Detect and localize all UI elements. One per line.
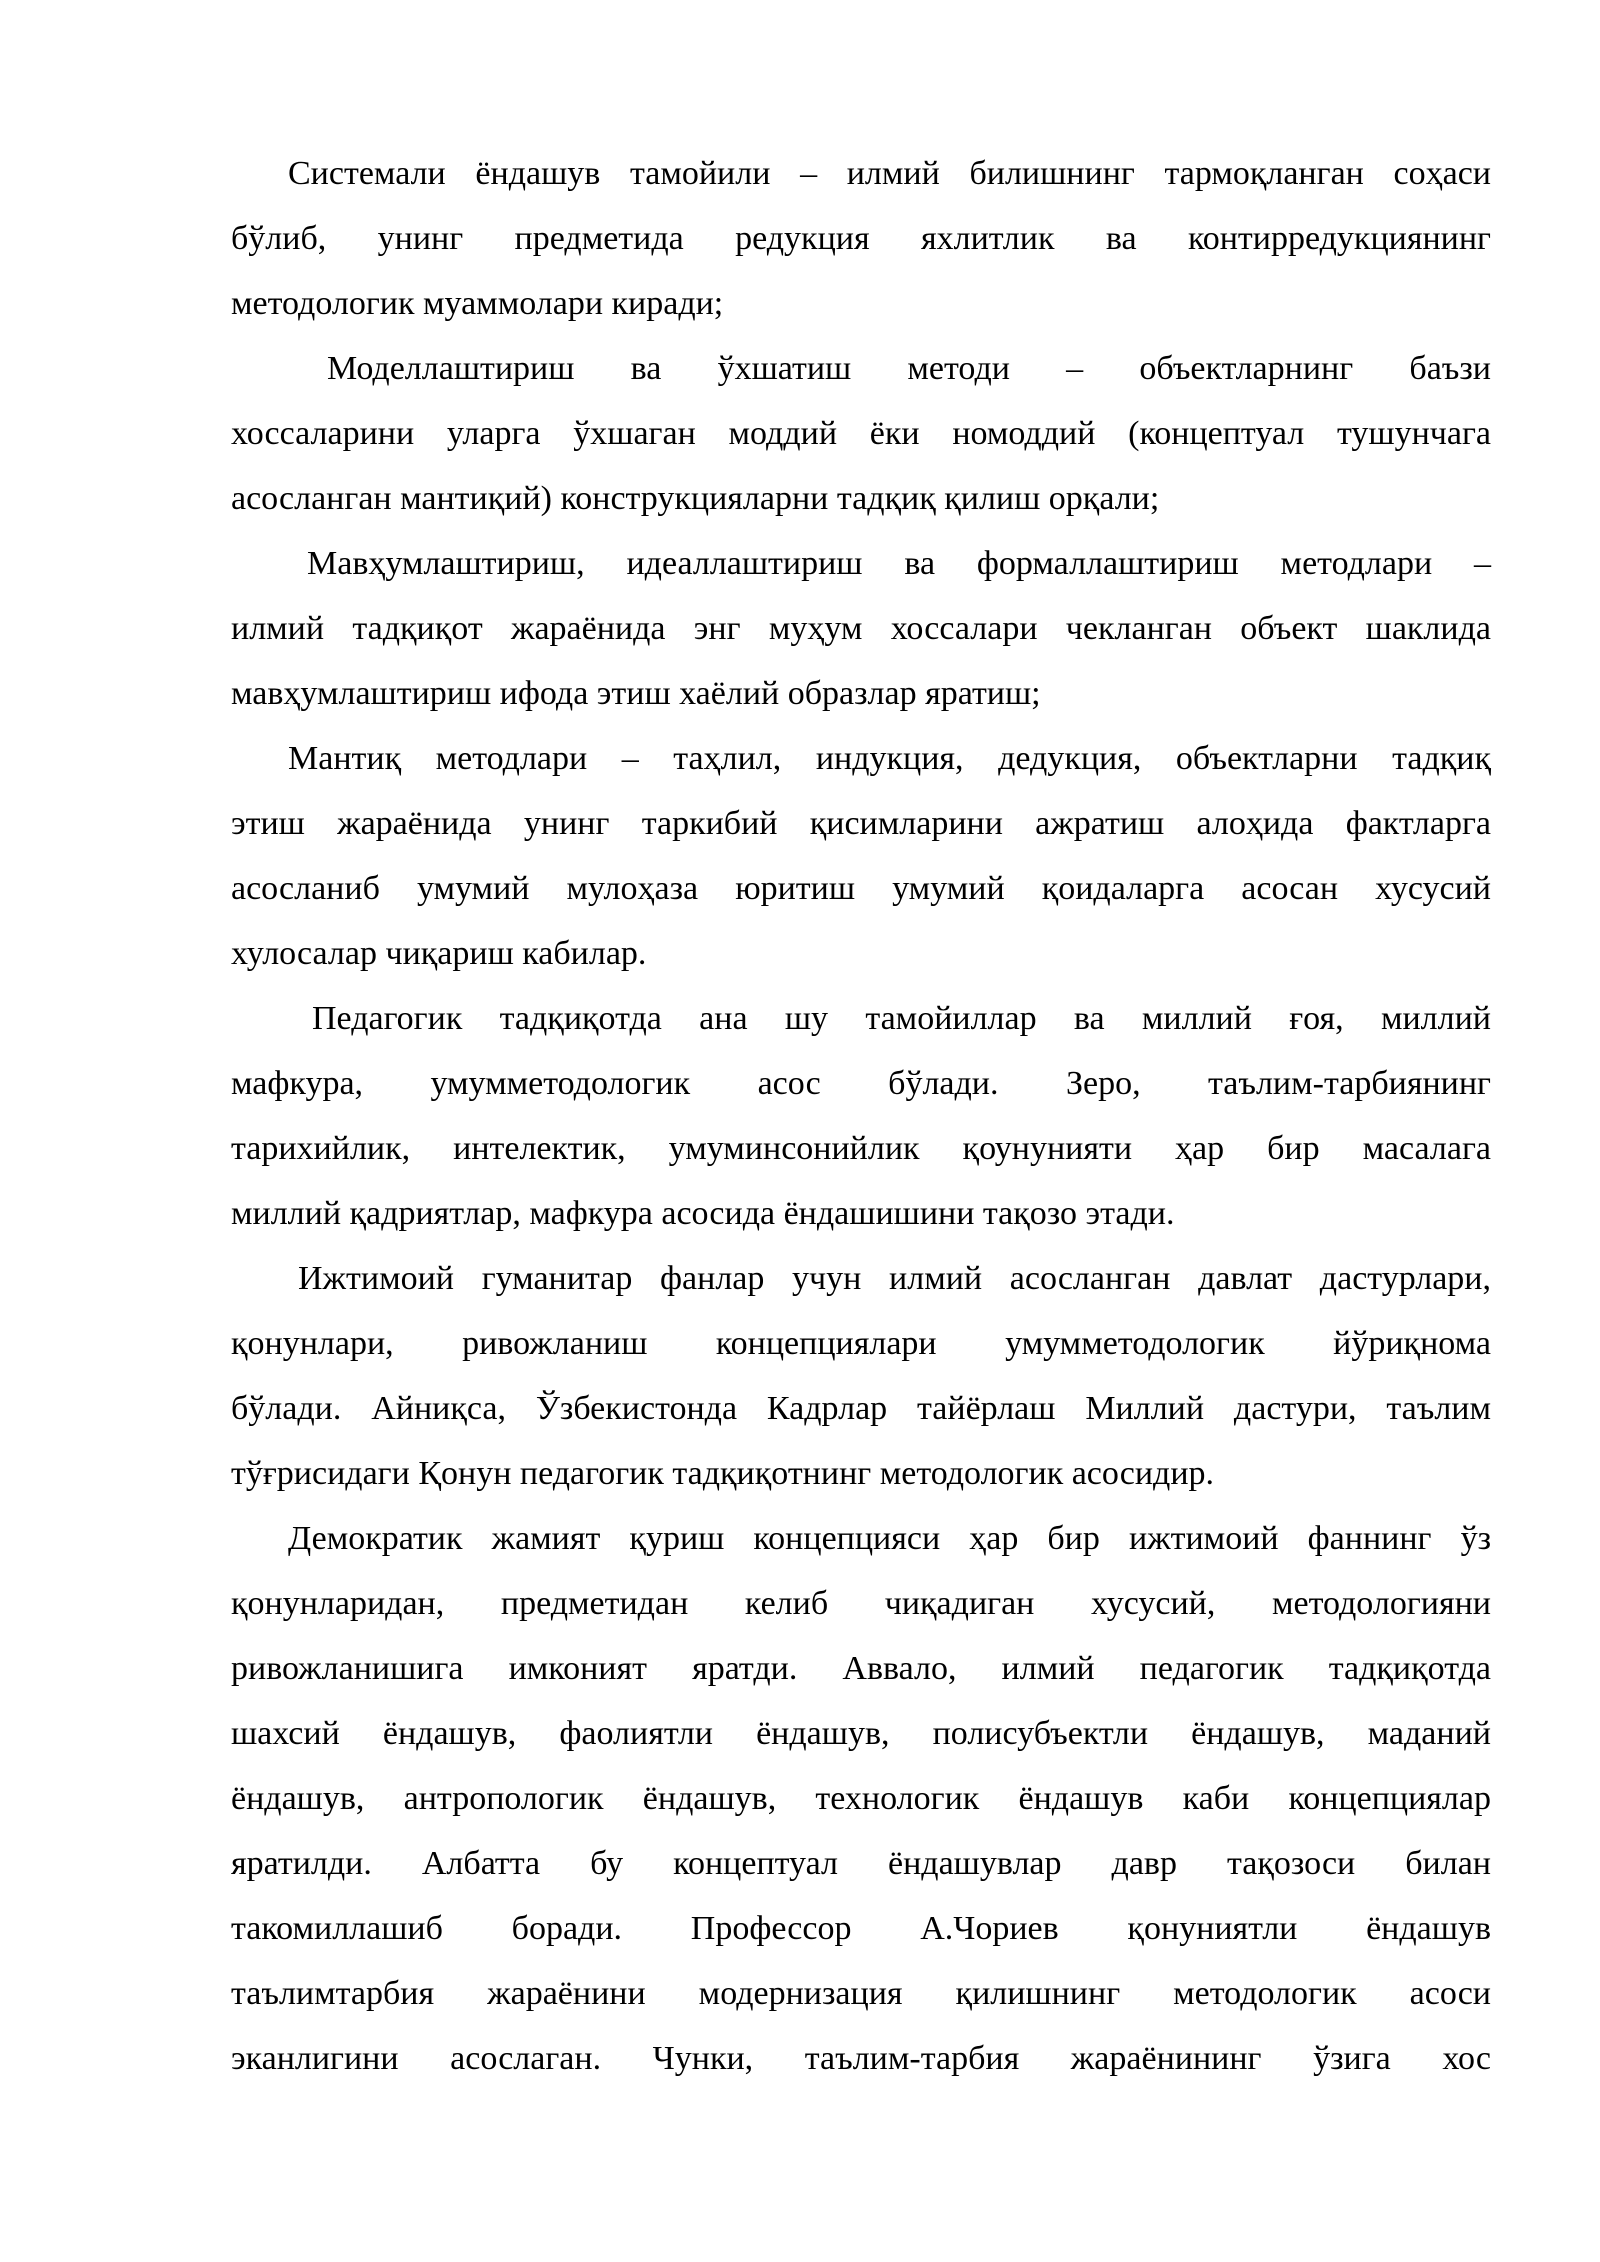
paragraph-line: Демократик жамият қуриш концепцияси ҳар бир ижтимоий фаннинг ўз [288,1520,1491,1557]
paragraph-line: Педагогик тадқиқотда ана шу тамойиллар ва миллий ғоя, миллий [312,1000,1491,1037]
paragraph-line: такомиллашиб боради. Профессор А.Чориев қонуниятли ёндашув [231,1910,1491,1947]
paragraph-line: асосланиб умумий мулоҳаза юритиш умумий қоидаларга асосан хусусий [231,870,1491,907]
paragraph-line: миллий қадриятлар, мафкура асосида ёндашишини тақозо этади. [231,1195,1175,1232]
paragraph-line: шахсий ёндашув, фаолиятли ёндашув, полисубъектли ёндашув, маданий [231,1715,1491,1752]
paragraph-line: Моделлаштириш ва ўхшатиш методи – объектларнинг баъзи [327,350,1491,387]
paragraph-line: қонунларидан, предметидан келиб чиқадиган хусусий, методологияни [231,1585,1491,1622]
paragraph-line: тарихийлик, интелектик, умуминсонийлик қоунунияти ҳар бир масалага [231,1130,1491,1167]
paragraph-line: Системали ёндашув тамойили – илмий билишнинг тармоқланган соҳаси [288,155,1491,192]
paragraph-line: мавҳумлаштириш ифода этиш хаёлий образлар яратиш; [231,675,1041,712]
paragraph-line: Мавҳумлаштириш, идеаллаштириш ва формаллаштириш методлари – [307,545,1491,582]
paragraph-line: хоссаларини уларга ўхшаган моддий ёки номоддий (концептуал тушунчага [231,415,1491,452]
paragraph-line: яратилди. Албатта бу концептуал ёндашувлар давр тақозоси билан [231,1845,1491,1882]
paragraph-line: тўғрисидаги Қонун педагогик тадқиқотнинг методологик асосидир. [231,1455,1215,1492]
paragraph-line: ривожланишига имконият яратди. Аввало, илмий педагогик тадқиқотда [231,1650,1491,1687]
paragraph-line: мафкура, умумметодологик асос бўлади. Зеро, таълим-тарбиянинг [231,1065,1491,1102]
paragraph-line: ёндашув, антропологик ёндашув, технологик ёндашув каби концепциялар [231,1780,1491,1817]
paragraph-line: илмий тадқиқот жараёнида энг муҳум хоссалари чекланган объект шаклида [231,610,1491,647]
paragraph-line: таълимтарбия жараёнини модернизация қилишнинг методологик асоси [231,1975,1491,2012]
paragraph-line: методологик муаммолари киради; [231,285,724,322]
paragraph-line: асосланган мантиқий) конструкцияларни тадқиқ қилиш орқали; [231,480,1160,517]
paragraph-line: бўлиб, унинг предметида редукция яхлитлик ва контирредукциянинг [231,220,1491,257]
paragraph-line: Ижтимоий гуманитар фанлар учун илмий асосланган давлат дастурлари, [298,1260,1491,1297]
paragraph-line: Мантиқ методлари – таҳлил, индукция, дедукция, объектларни тадқиқ [288,740,1491,777]
paragraph-line: қонунлари, ривожланиш концепциялари умумметодологик йўриқнома [231,1325,1491,1362]
paragraph-line: хулосалар чиқариш кабилар. [231,935,647,972]
paragraph-line: бўлади. Айниқса, Ўзбекистонда Кадрлар тайёрлаш Миллий дастури, таълим [231,1390,1491,1427]
paragraph-line: эканлигини асослаган. Чунки, таълим-тарбия жараёнининг ўзига хос [231,2040,1491,2077]
paragraph-line: этиш жараёнида унинг таркибий қисимларини ажратиш алоҳида фактларга [231,805,1491,842]
